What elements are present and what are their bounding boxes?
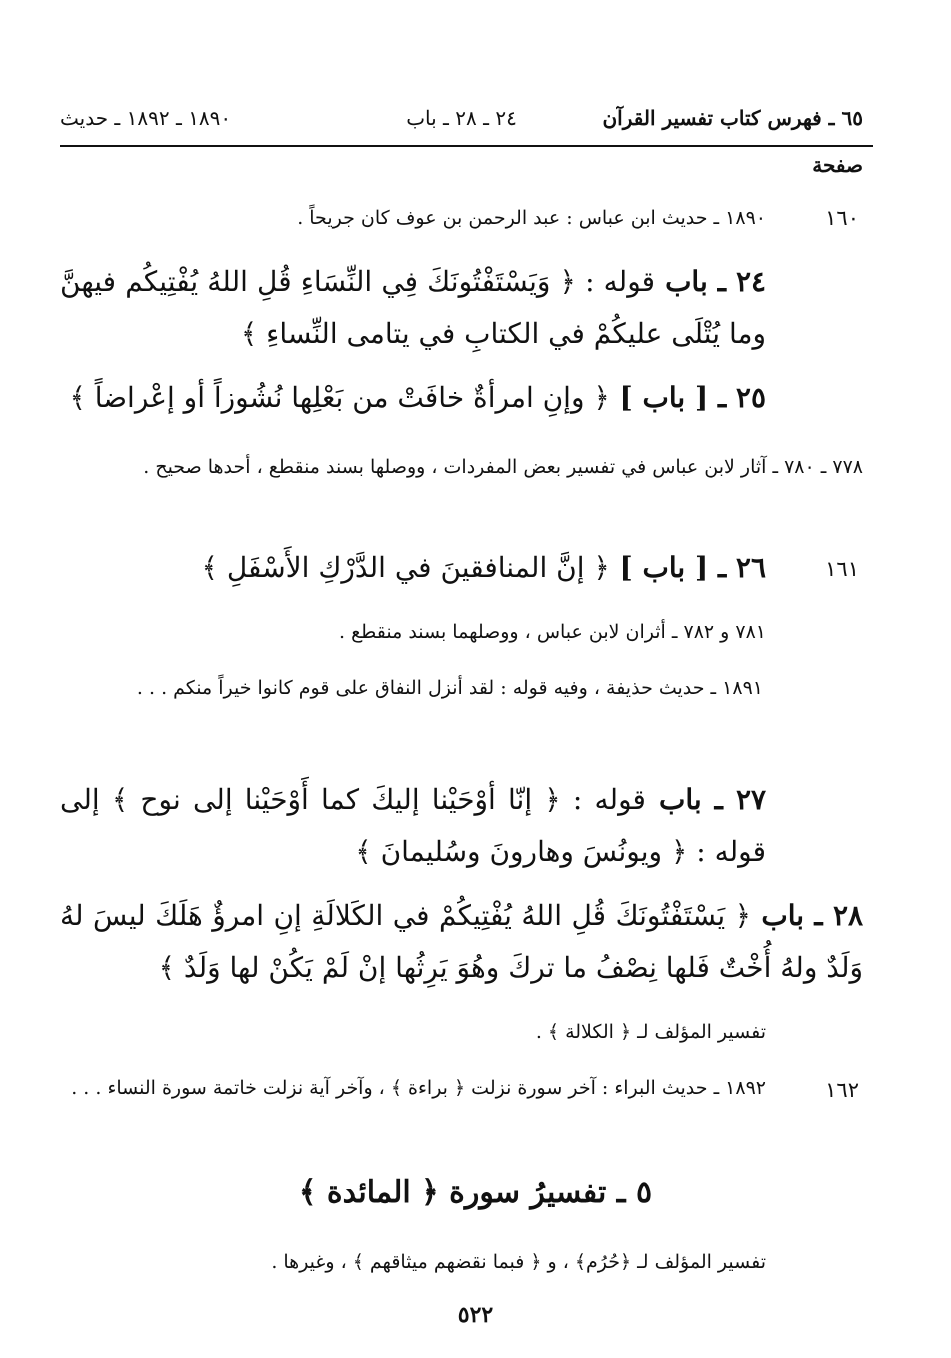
chapter-entry — [60, 256, 766, 360]
chapter-text: ﴿ وإنِ امرأةٌ خافَتْ من بَعْلِها نُشُوزاً أو إعْراضاً ﴾ — [69, 381, 610, 414]
author-note: تفسير المؤلف لـ ﴿حُرُم﴾ ، و ﴿ فبما نقضهم ميثاقهم ﴾ ، وغيرها . — [271, 1251, 766, 1273]
chapter-text: ﴿ إنَّ المنافقينَ في الدَّرْكِ الأَسْفَلِ ﴾ — [201, 551, 610, 584]
chapter-number: ٢٤ ـ باب — [665, 265, 767, 298]
chapter-number: ٢٥ ـ [ باب ] — [619, 381, 766, 414]
page-number: ٥٢٢ — [457, 1302, 494, 1328]
chapter-entry — [60, 774, 766, 878]
athar-entry: ٧٨١ و ٧٨٢ ـ أثران لابن عباس ، ووصلهما بسند منقطع . — [338, 621, 766, 643]
surah-heading: ٥ ـ تفسيرُ سورة ﴿ المائدة ﴾ — [298, 1175, 653, 1210]
athar-entry: ٧٧٨ ـ ٧٨٠ ـ آثار لابن عباس في تفسير بعض المفردات ، ووصلها بسند منقطع ، أحدها صحيح . — [143, 456, 863, 478]
page-reference: ١٦٠ — [825, 206, 859, 230]
header-rule — [60, 145, 873, 147]
hadith-entry: ١٨٩١ ـ حديث حذيفة ، وفيه قوله : لقد أنزل النفاق على قوم كانوا خيراً منكم . . . — [136, 677, 763, 699]
chapter-text: قوله : ﴿ وَيَسْتَفْتُونَكَ فِي النِّسَاءِ قُلِ اللهُ يُفْتِيكُم فيهنَّ وما يُتْلَى عليكُمْ في الكتابِ في يتامى النِّساءِ ﴾ — [60, 265, 766, 350]
page-reference: ١٦٢ — [825, 1078, 859, 1102]
hadith-entry: ١٨٩٢ ـ حديث البراء : آخر سورة نزلت ﴿ براءة ﴾ ، وآخر آية نزلت خاتمة سورة النساء . . . — [71, 1077, 766, 1099]
chapter-number: ٢٨ ـ باب — [761, 899, 864, 932]
chapter-entry — [60, 372, 766, 424]
header-hadith-range: ١٨٩٠ ـ ١٨٩٢ ـ حديث — [60, 106, 232, 130]
chapter-number: ٢٧ ـ باب — [658, 783, 767, 816]
header-chapters: ٢٤ ـ ٢٨ ـ باب — [406, 106, 517, 130]
running-header — [60, 106, 863, 142]
chapter-text: ﴿ يَسْتَفْتُونَكَ قُلِ اللهُ يُفْتِيكُمْ في الكَلالَةِ إنِ امرؤٌ هَلَكَ ليسَ لهُ وَلَدٌ ولهُ أُخْتٌ فَلها نِصْفُ ما تركَ وهُوَ يَرِثُها إنْ لَمْ يَكُنْ لها وَلَدٌ ﴾ — [60, 899, 863, 984]
chapter-entry — [60, 542, 766, 594]
chapter-entry — [60, 890, 863, 994]
hadith-entry: ١٨٩٠ ـ حديث ابن عباس : عبد الرحمن بن عوف كان جريحاً . — [297, 207, 766, 229]
author-note: تفسير المؤلف لـ ﴿ الكلالة ﴾ . — [535, 1021, 766, 1043]
page-reference: ١٦١ — [825, 557, 859, 581]
chapter-number: ٢٦ ـ [ باب ] — [619, 551, 766, 584]
header-book-title: ٦٥ ـ فهرس كتاب تفسير القرآن — [602, 106, 863, 130]
page-column-heading: صفحة — [812, 153, 863, 177]
chapter-text: قوله : ﴿ إنّا أوْحَيْنا إليكَ كما أَوْحَيْنا إلى نوح ﴾ إلى قوله : ﴿ ويونُسَ وهارونَ وسُليمانَ ﴾ — [60, 783, 766, 868]
